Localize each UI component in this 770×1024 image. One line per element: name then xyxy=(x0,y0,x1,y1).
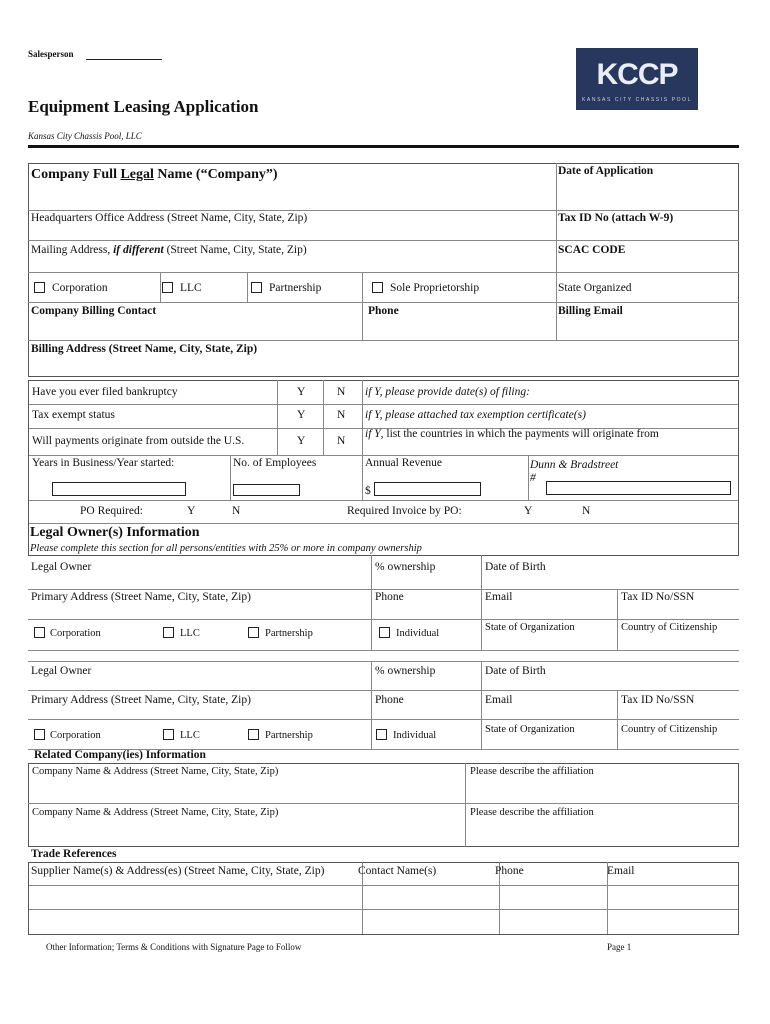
owner1-phone-label: Phone xyxy=(375,591,404,603)
page-number: Page 1 xyxy=(607,942,632,952)
dunn-bradstreet-field[interactable] xyxy=(546,481,731,495)
po-required-no[interactable]: N xyxy=(232,505,241,517)
bankruptcy-yes[interactable]: Y xyxy=(297,386,306,398)
owner1-address-label: Primary Address (Street Name, City, State, Zip) xyxy=(31,591,251,603)
date-of-application-field[interactable] xyxy=(560,180,736,208)
employees-label: No. of Employees xyxy=(233,457,317,469)
owner1-partnership-checkbox[interactable] xyxy=(248,627,259,638)
annual-revenue-field[interactable] xyxy=(374,482,481,496)
po-required-yes[interactable]: Y xyxy=(187,505,196,517)
owner1-corporation-label: Corporation xyxy=(50,628,101,639)
owner1-state-org-label: State of Organization xyxy=(485,622,575,633)
sole-proprietorship-label: Sole Proprietorship xyxy=(390,282,480,294)
billing-phone-label: Phone xyxy=(368,305,399,317)
billing-contact-label: Company Billing Contact xyxy=(31,305,157,317)
hq-address-label: Headquarters Office Address (Street Name, City, State, Zip) xyxy=(31,212,308,224)
owner2-llc-checkbox[interactable] xyxy=(163,729,174,740)
owner2-dob-label: Date of Birth xyxy=(485,665,546,677)
outside-us-label: Will payments originate from outside the U.S. xyxy=(32,435,245,447)
supplier-label: Supplier Name(s) & Address(es) (Street Name, City, State, Zip) xyxy=(31,865,325,877)
employees-field[interactable] xyxy=(233,484,300,496)
trade-references-title: Trade References xyxy=(31,848,117,860)
logo-tagline: KANSAS CITY CHASSIS POOL xyxy=(582,97,692,103)
tax-exempt-note: if Y, please attached tax exemption certificate(s) xyxy=(365,409,586,421)
tax-exempt-label: Tax exempt status xyxy=(32,409,115,421)
owner2-ownership-label: % ownership xyxy=(375,665,436,677)
years-in-business-field[interactable] xyxy=(52,482,186,496)
company-logo xyxy=(576,48,698,110)
owner2-email-label: Email xyxy=(485,694,513,706)
scac-code-label: SCAC CODE xyxy=(558,244,626,256)
owner1-partnership-label: Partnership xyxy=(265,628,313,639)
related1-name-address-label: Company Name & Address (Street Name, City, State, Zip) xyxy=(32,766,279,777)
contact-name-label: Contact Name(s) xyxy=(358,865,437,877)
billing-email-label: Billing Email xyxy=(558,305,623,317)
years-in-business-label: Years in Business/Year started: xyxy=(32,457,175,469)
company-legal-name-field[interactable] xyxy=(32,186,552,206)
page-title: Equipment Leasing Application xyxy=(28,97,259,116)
revenue-dollar-sign: $ xyxy=(365,485,371,497)
bankruptcy-label: Have you ever filed bankruptcy xyxy=(32,386,178,398)
tax-id-label: Tax ID No (attach W-9) xyxy=(558,212,674,224)
owner2-individual-label: Individual xyxy=(393,730,437,741)
dunn-bradstreet-hash: # xyxy=(530,472,536,484)
company-legal-name-label: Company Full Legal Name (“Company”) xyxy=(31,167,278,182)
owner1-dob-label: Date of Birth xyxy=(485,561,546,573)
logo-mark: KCCP xyxy=(596,58,678,91)
llc-checkbox[interactable] xyxy=(162,282,173,293)
invoice-by-po-no[interactable]: N xyxy=(582,505,591,517)
trade-email-label: Email xyxy=(607,865,635,877)
tax-exempt-no[interactable]: N xyxy=(337,409,346,421)
page-subtitle: Kansas City Chassis Pool, LLC xyxy=(28,131,142,141)
bankruptcy-no[interactable]: N xyxy=(337,386,346,398)
billing-address-label: Billing Address (Street Name, City, State, Zip) xyxy=(31,343,258,355)
related-companies-title: Related Company(ies) Information xyxy=(34,749,206,761)
sole-proprietorship-checkbox[interactable] xyxy=(372,282,383,293)
owner2-corporation-label: Corporation xyxy=(50,730,101,741)
owner1-tax-ssn-label: Tax ID No/SSN xyxy=(621,591,695,603)
po-required-label: PO Required: xyxy=(80,505,143,517)
owner2-phone-label: Phone xyxy=(375,694,404,706)
owner2-individual-checkbox[interactable] xyxy=(376,729,387,740)
related1-affiliation-label: Please describe the affiliation xyxy=(470,766,594,777)
corporation-label: Corporation xyxy=(52,282,108,294)
invoice-by-po-label: Required Invoice by PO: xyxy=(347,505,462,517)
invoice-by-po-yes[interactable]: Y xyxy=(524,505,533,517)
owner1-email-label: Email xyxy=(485,591,513,603)
salesperson-label: Salesperson xyxy=(28,49,74,59)
owner2-partnership-label: Partnership xyxy=(265,730,313,741)
dunn-bradstreet-label: Dunn & Bradstreet xyxy=(530,459,619,471)
outside-us-note: if Y, list the countries in which the payments will originate from xyxy=(365,428,659,440)
owner1-corporation-checkbox[interactable] xyxy=(34,627,45,638)
owner2-state-org-label: State of Organization xyxy=(485,724,575,735)
date-of-application-label: Date of Application xyxy=(558,165,654,177)
partnership-label: Partnership xyxy=(269,282,322,294)
owner1-citizenship-label: Country of Citizenship xyxy=(621,622,718,633)
corporation-checkbox[interactable] xyxy=(34,282,45,293)
llc-label: LLC xyxy=(180,282,202,294)
owner2-citizenship-label: Country of Citizenship xyxy=(621,724,718,735)
owner1-legal-owner-label: Legal Owner xyxy=(31,561,92,573)
partnership-checkbox[interactable] xyxy=(251,282,262,293)
title-rule xyxy=(28,145,739,148)
mailing-address-label: Mailing Address, if different (Street Name, City, State, Zip) xyxy=(31,244,307,256)
footer-note: Other Information; Terms & Conditions with Signature Page to Follow xyxy=(46,942,302,952)
outside-us-no[interactable]: N xyxy=(337,435,346,447)
related2-affiliation-label: Please describe the affiliation xyxy=(470,807,594,818)
owner2-address-label: Primary Address (Street Name, City, State, Zip) xyxy=(31,694,251,706)
owner1-ownership-label: % ownership xyxy=(375,561,436,573)
owner2-tax-ssn-label: Tax ID No/SSN xyxy=(621,694,695,706)
outside-us-yes[interactable]: Y xyxy=(297,435,306,447)
legal-owners-note: Please complete this section for all persons/entities with 25% or more in company ownership xyxy=(30,543,422,554)
owner1-llc-label: LLC xyxy=(180,628,200,639)
owner2-llc-label: LLC xyxy=(180,730,200,741)
bankruptcy-note: if Y, please provide date(s) of filing: xyxy=(365,386,530,398)
owner1-individual-checkbox[interactable] xyxy=(379,627,390,638)
legal-owners-title: Legal Owner(s) Information xyxy=(30,525,200,540)
owner1-individual-label: Individual xyxy=(396,628,440,639)
salesperson-field[interactable] xyxy=(86,59,162,60)
owner2-corporation-checkbox[interactable] xyxy=(34,729,45,740)
owner2-legal-owner-label: Legal Owner xyxy=(31,665,92,677)
owner1-llc-checkbox[interactable] xyxy=(163,627,174,638)
related2-name-address-label: Company Name & Address (Street Name, City, State, Zip) xyxy=(32,807,279,818)
trade-phone-label: Phone xyxy=(495,865,524,877)
state-organized-label: State Organized xyxy=(558,282,632,294)
tax-exempt-yes[interactable]: Y xyxy=(297,409,306,421)
annual-revenue-label: Annual Revenue xyxy=(365,457,442,469)
owner2-partnership-checkbox[interactable] xyxy=(248,729,259,740)
